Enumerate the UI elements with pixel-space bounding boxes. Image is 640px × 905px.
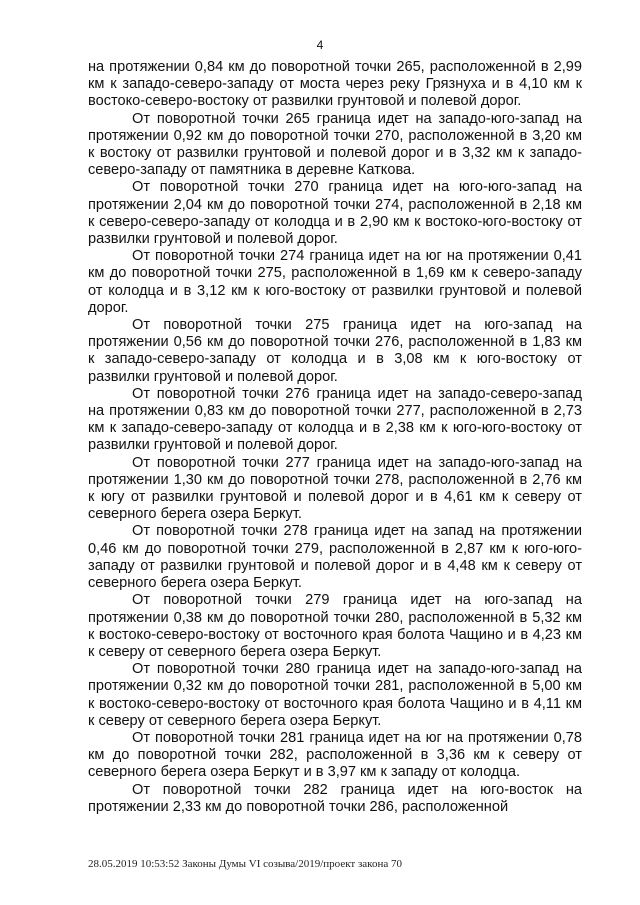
paragraph-4: От поворотной точки 274 граница идет на юг на протяжении 0,41 км до поворотной точки 275, расположенной в 1,69 км к северо-западу от колодца и в 3,12 км к юго-востоку от развилки грунтовой и полевой дорог. [88,248,582,316]
paragraph-5: От поворотной точки 275 граница идет на юго-запад на протяжении 0,56 км до поворотной точки 276, расположенной в 1,83 км к западо-северо-западу от колодца и в 3,08 км к юго-востоку от развилки грунтовой и полевой дорог. [88,317,582,385]
page-number: 4 [316,38,324,52]
paragraph-7: От поворотной точки 277 граница идет на западо-юго-запад на протяжении 1,30 км до поворотной точки 278, расположенной в 2,76 км к югу от развилки грунтовой и полевой дорог и в 4,61 км к северу от северного берега озера Беркут. [88,454,582,523]
paragraph-1: на протяжении 0,84 км до поворотной точки 265, расположенной в 2,99 км к западо-северо-западу от моста через реку Грязнуха и в 4,10 км к востоко-северо-востоку от развилки грунтовой и полевой дорог. [88,59,582,110]
paragraph-3: От поворотной точки 270 граница идет на юго-юго-запад на протяжении 2,04 км до поворотной точки 274, расположенной в 2,18 км к северо-северо-западу от колодца и в 2,90 км к востоко-юго-востоку от развилки грунтовой и полевой дорог. [88,179,582,248]
paragraph-12: От поворотной точки 282 граница идет на юго-восток на протяжении 2,33 км до поворотной точки 286, расположенной [88,781,582,815]
paragraph-2: От поворотной точки 265 граница идет на западо-юго-запад на протяжении 0,92 км до поворотной точки 270, расположенной в 3,20 км к востоку от развилки грунтовой и полевой дорог и в 3,32 км к западо-северо-западу от памятника в деревне Каткова. [88,110,582,179]
paragraph-8: От поворотной точки 278 граница идет на запад на протяжении 0,46 км до поворотной точки 279, расположенной в 2,87 км к юго-юго-западу от развилки грунтовой и полевой дорог и в 4,48 км к северу от северного берега озера Беркут. [88,523,582,592]
paragraph-10: От поворотной точки 280 граница идет на западо-юго-запад на протяжении 0,32 км до поворотной точки 281, расположенной в 5,00 км к востоко-северо-востоку от восточного края болота Чащино и в 4,11 км к северу от северного берега озера Беркут. [88,661,582,729]
document-footer: 28.05.2019 10:53:52 Законы Думы VI созыва/2019/проект закона 70 [88,858,402,870]
paragraph-11: От поворотной точки 281 граница идет на юг на протяжении 0,78 км до поворотной точки 282, расположенной в 3,36 км к северу от северного берега озера Беркут и в 3,97 км к западу от колодца. [88,729,582,781]
document-body [88,59,582,816]
paragraph-9: От поворотной точки 279 граница идет на юго-запад на протяжении 0,38 км до поворотной точки 280, расположенной в 5,32 км к востоко-северо-востоку от восточного края болота Чащино и в 4,23 км к северу от северного берега озера Беркут. [88,592,582,660]
paragraph-6: От поворотной точки 276 граница идет на западо-северо-запад на протяжении 0,83 км до поворотной точки 277, расположенной в 2,73 км к западо-северо-западу от колодца и в 2,38 км к юго-юго-востоку от развилки грунтовой и полевой дорог. [88,385,582,454]
